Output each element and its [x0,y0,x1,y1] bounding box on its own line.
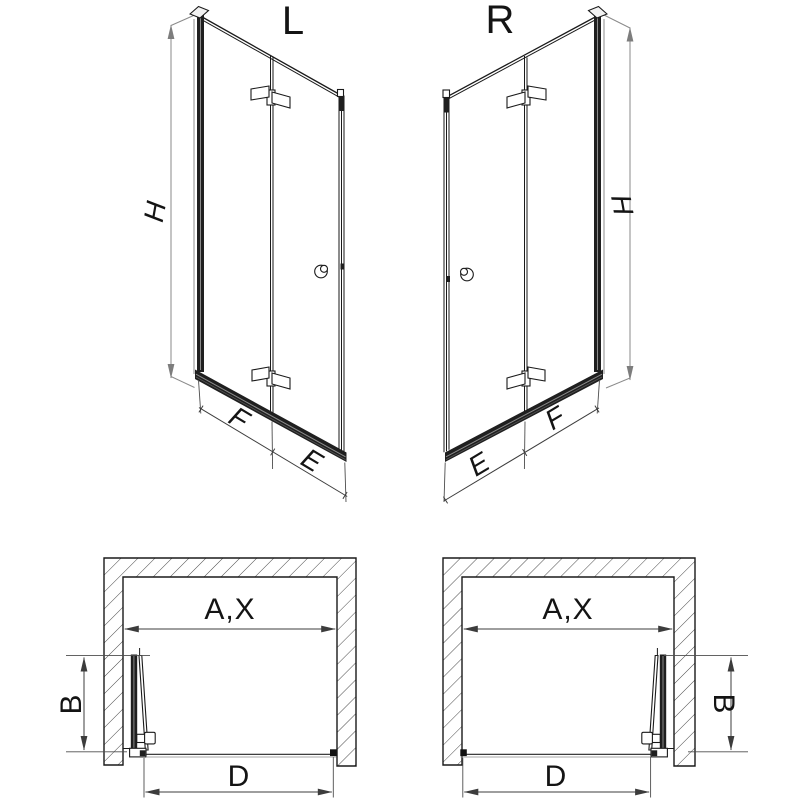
handle-knob-left [145,732,156,744]
edge-profile-right [444,98,450,113]
dim-label-opening-right: A,X [542,593,594,626]
dimension-height-right [603,15,639,389]
folded-door-right [642,648,674,757]
wall-profile-left [190,7,209,375]
dimension-opening-right [464,593,672,629]
wall-fixing-left [330,749,337,756]
dim-label-opening-left: A,X [204,593,256,626]
dim-label-height-left: H [137,198,172,225]
plan-view-right [443,558,748,798]
handle-base-left [137,734,145,742]
hinge-bottom-right [507,367,545,389]
edge-top-cap-right [443,90,450,98]
dimension-entry-left [144,757,333,798]
track-right [460,749,651,757]
wall-fixing-right [460,749,467,756]
edge-profile-left [339,96,344,111]
handle-base-right [652,734,660,742]
magnet-strip-mark-left [341,264,345,270]
dim-label-hinge-panel-right: F [539,400,571,436]
variant-label-right: R [485,0,515,42]
folded-door-left [123,648,155,757]
door-knob-right [461,268,474,281]
perspective-view-right [443,0,639,503]
dimension-entry-right [463,757,651,798]
dim-label-hinge-panel-left: F [223,400,255,436]
dim-label-edge-panel-left: E [296,442,329,479]
door-knob-left [315,265,328,278]
magnet-strip-mark-right [447,276,451,282]
dim-label-entry-left: D [227,760,251,793]
dim-label-edge-panel-right: E [462,446,495,483]
plan-view-left [55,558,356,798]
dim-label-entry-right: D [544,760,568,793]
handle-knob-right [642,732,653,744]
wall-profile-cap-right [589,7,608,19]
dim-label-fold-depth-right: B [707,693,741,715]
edge-top-cap-left [338,90,344,97]
wall-profile-right [589,7,608,375]
variant-label-left: L [281,0,305,43]
perspective-view-left [138,0,347,502]
dimension-height-left [138,14,197,388]
track-left [146,749,337,757]
dim-label-height-right: H [605,191,640,218]
dimension-opening-left [125,593,335,629]
dim-label-fold-depth-left: B [54,693,88,715]
